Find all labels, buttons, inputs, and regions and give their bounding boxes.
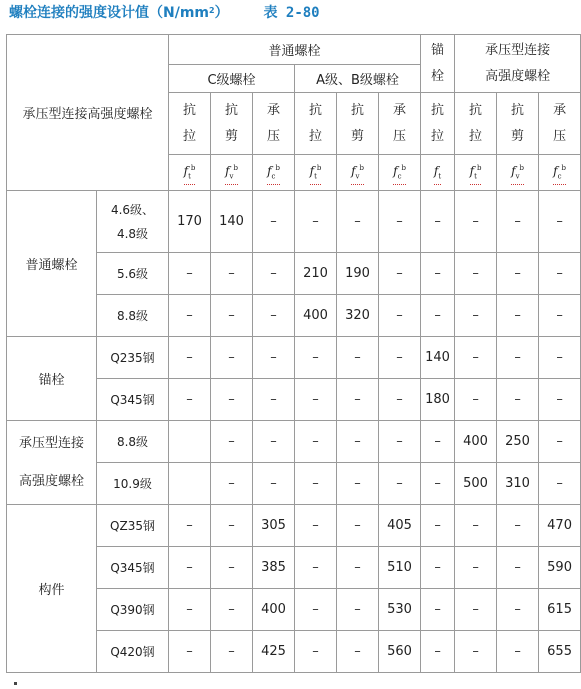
value-cell: – bbox=[455, 337, 497, 379]
strength-symbol bbox=[539, 155, 581, 191]
stress-type-char: 拉 bbox=[309, 128, 323, 144]
symbol-base: f bbox=[183, 163, 189, 178]
stress-type-char: 剪 bbox=[511, 128, 525, 144]
value-cell: – bbox=[253, 463, 295, 505]
stress-type-char: 拉 bbox=[183, 128, 197, 144]
strength-symbol bbox=[253, 155, 295, 191]
stress-type-char: 压 bbox=[553, 128, 567, 144]
strength-symbol bbox=[337, 155, 379, 191]
row-grade-label bbox=[97, 253, 169, 295]
value-cell: 530 bbox=[379, 589, 421, 631]
stress-type-header bbox=[253, 93, 295, 155]
value-cell: – bbox=[497, 379, 539, 421]
strength-symbol bbox=[211, 155, 253, 191]
value-cell: – bbox=[337, 191, 379, 253]
value-cell: – bbox=[211, 547, 253, 589]
value-cell: – bbox=[295, 191, 337, 253]
value-cell: – bbox=[295, 337, 337, 379]
value-cell bbox=[169, 463, 211, 505]
stress-type-header bbox=[539, 93, 581, 155]
row-group-label: 锚栓 bbox=[7, 337, 97, 421]
value-cell: 400 bbox=[455, 421, 497, 463]
value-cell: – bbox=[337, 505, 379, 547]
stress-type-char: 抗 bbox=[511, 102, 525, 118]
symbol-base: f bbox=[351, 163, 356, 178]
symbol-subscript: v bbox=[355, 172, 360, 181]
value-cell: – bbox=[539, 295, 581, 337]
value-cell: 210 bbox=[295, 253, 337, 295]
value-cell: – bbox=[455, 589, 497, 631]
value-cell: – bbox=[455, 505, 497, 547]
value-cell: – bbox=[253, 253, 295, 295]
value-cell: – bbox=[295, 379, 337, 421]
value-cell: – bbox=[253, 191, 295, 253]
symbol-base: f bbox=[433, 163, 439, 178]
strength-symbol bbox=[169, 155, 211, 191]
stress-type-char: 承 bbox=[393, 102, 407, 118]
value-cell: – bbox=[421, 547, 455, 589]
value-cell: – bbox=[421, 463, 455, 505]
stress-type-char: 压 bbox=[267, 128, 281, 144]
symbol-subscript: c bbox=[397, 172, 402, 181]
row-grade-label bbox=[97, 505, 169, 547]
value-cell: – bbox=[211, 631, 253, 673]
value-cell: 190 bbox=[337, 253, 379, 295]
value-cell: – bbox=[169, 505, 211, 547]
stress-type-char: 拉 bbox=[431, 128, 445, 144]
symbol-subscript: c bbox=[271, 172, 276, 181]
value-cell: – bbox=[295, 589, 337, 631]
stress-type-char: 剪 bbox=[351, 128, 365, 144]
value-cell: – bbox=[455, 631, 497, 673]
value-cell: – bbox=[337, 337, 379, 379]
row-group-label: 普通螺栓 bbox=[7, 191, 97, 337]
row-grade-label-line: 8.8级 bbox=[116, 435, 149, 449]
symbol-subscript: t bbox=[188, 172, 191, 181]
value-cell: – bbox=[295, 421, 337, 463]
row-grade-label bbox=[97, 631, 169, 673]
value-cell: – bbox=[421, 589, 455, 631]
value-cell: – bbox=[379, 463, 421, 505]
row-grade-label bbox=[97, 547, 169, 589]
value-cell: – bbox=[421, 253, 455, 295]
header-class-c: C级螺栓 bbox=[169, 65, 295, 93]
header-class-ab: A级、B级螺栓 bbox=[295, 65, 421, 93]
stress-type-char: 承 bbox=[267, 102, 281, 118]
value-cell: – bbox=[211, 295, 253, 337]
row-grade-label-line: Q390钢 bbox=[110, 603, 155, 617]
value-cell: – bbox=[295, 547, 337, 589]
table-row bbox=[7, 191, 581, 253]
row-grade-label-line: 4.8级 bbox=[116, 226, 149, 241]
value-cell: 140 bbox=[421, 337, 455, 379]
value-cell: – bbox=[455, 547, 497, 589]
value-cell: – bbox=[497, 253, 539, 295]
value-cell: – bbox=[421, 505, 455, 547]
value-cell: – bbox=[169, 589, 211, 631]
stress-type-char: 抗 bbox=[351, 102, 365, 118]
row-grade-label-line: 4.6级、 bbox=[110, 202, 155, 217]
value-cell: – bbox=[497, 505, 539, 547]
value-cell: – bbox=[211, 337, 253, 379]
row-grade-label bbox=[97, 463, 169, 505]
value-cell: – bbox=[169, 631, 211, 673]
symbol-base: f bbox=[511, 163, 516, 178]
value-cell: – bbox=[169, 337, 211, 379]
symbol-superscript: b bbox=[561, 163, 566, 172]
symbol-subscript: t bbox=[314, 172, 317, 181]
value-cell: – bbox=[497, 337, 539, 379]
value-cell: 385 bbox=[253, 547, 295, 589]
value-cell: – bbox=[539, 191, 581, 253]
symbol-subscript: t bbox=[438, 172, 442, 181]
value-cell: 170 bbox=[169, 191, 211, 253]
stress-type-header bbox=[337, 93, 379, 155]
symbol-superscript: b bbox=[233, 163, 238, 172]
value-cell: – bbox=[455, 253, 497, 295]
value-cell: – bbox=[211, 379, 253, 421]
stress-type-char: 抗 bbox=[183, 102, 197, 118]
value-cell: 615 bbox=[539, 589, 581, 631]
value-cell: – bbox=[379, 337, 421, 379]
row-group-label bbox=[7, 421, 97, 505]
stress-type-header bbox=[455, 93, 497, 155]
stress-type-char: 承 bbox=[553, 102, 567, 118]
value-cell: – bbox=[379, 253, 421, 295]
stress-type-header bbox=[379, 93, 421, 155]
symbol-base: f bbox=[225, 163, 230, 178]
bolt-strength-table bbox=[6, 34, 581, 673]
symbol-base: f bbox=[469, 163, 475, 178]
value-cell: – bbox=[497, 631, 539, 673]
value-cell: 250 bbox=[497, 421, 539, 463]
value-cell: – bbox=[295, 505, 337, 547]
value-cell: – bbox=[455, 295, 497, 337]
value-cell: – bbox=[337, 589, 379, 631]
footnote-bullet bbox=[14, 682, 17, 685]
stress-type-char: 拉 bbox=[469, 128, 483, 144]
value-cell: 400 bbox=[295, 295, 337, 337]
symbol-base: f bbox=[309, 163, 315, 178]
symbol-superscript: b bbox=[359, 163, 364, 172]
table-row bbox=[7, 505, 581, 547]
value-cell: – bbox=[497, 589, 539, 631]
symbol-subscript: v bbox=[229, 172, 234, 181]
strength-symbol bbox=[455, 155, 497, 191]
stress-type-header bbox=[211, 93, 253, 155]
value-cell: – bbox=[337, 463, 379, 505]
strength-symbol bbox=[379, 155, 421, 191]
value-cell: – bbox=[295, 463, 337, 505]
value-cell: 500 bbox=[455, 463, 497, 505]
value-cell: – bbox=[379, 379, 421, 421]
title-close-paren: ） bbox=[214, 5, 229, 21]
value-cell: – bbox=[253, 295, 295, 337]
row-grade-label-line: 10.9级 bbox=[113, 477, 152, 491]
strength-symbol bbox=[497, 155, 539, 191]
stress-type-char: 压 bbox=[393, 128, 407, 144]
value-cell: – bbox=[169, 547, 211, 589]
value-cell: 320 bbox=[337, 295, 379, 337]
stress-type-header bbox=[169, 93, 211, 155]
value-cell: – bbox=[497, 547, 539, 589]
symbol-base: f bbox=[393, 163, 398, 178]
row-grade-label bbox=[97, 421, 169, 463]
row-group-label-line: 高强度螺栓 bbox=[18, 473, 84, 489]
value-cell: – bbox=[379, 295, 421, 337]
value-cell: – bbox=[421, 295, 455, 337]
value-cell: – bbox=[337, 421, 379, 463]
value-cell: – bbox=[379, 191, 421, 253]
table-title bbox=[9, 3, 320, 23]
title-unit-superscript: 2 bbox=[209, 6, 215, 15]
value-cell: – bbox=[539, 421, 581, 463]
value-cell: 310 bbox=[497, 463, 539, 505]
value-cell: 655 bbox=[539, 631, 581, 673]
table-row bbox=[7, 337, 581, 379]
value-cell: 305 bbox=[253, 505, 295, 547]
value-cell: 425 bbox=[253, 631, 295, 673]
value-cell: 405 bbox=[379, 505, 421, 547]
table-body bbox=[7, 35, 581, 673]
stress-type-header bbox=[295, 93, 337, 155]
symbol-superscript: b bbox=[401, 163, 406, 172]
header-row-groups bbox=[7, 35, 581, 65]
header-anchor-bolts bbox=[421, 35, 455, 93]
value-cell: – bbox=[421, 631, 455, 673]
row-grade-label bbox=[97, 379, 169, 421]
value-cell: 470 bbox=[539, 505, 581, 547]
row-grade-label-line: Q235钢 bbox=[110, 351, 155, 365]
value-cell: – bbox=[337, 547, 379, 589]
value-cell: 400 bbox=[253, 589, 295, 631]
symbol-superscript: b bbox=[275, 163, 280, 172]
row-grade-label-line: 8.8级 bbox=[116, 309, 149, 323]
value-cell: – bbox=[497, 191, 539, 253]
header-anchor-char-2: 栓 bbox=[431, 68, 445, 84]
value-cell: 560 bbox=[379, 631, 421, 673]
header-hs-line-2: 高强度螺栓 bbox=[485, 68, 551, 84]
symbol-superscript: b bbox=[316, 163, 322, 172]
stress-type-char: 抗 bbox=[225, 102, 239, 118]
value-cell: – bbox=[455, 191, 497, 253]
value-cell: – bbox=[295, 631, 337, 673]
row-grade-label-line: Q420钢 bbox=[110, 645, 155, 659]
row-grade-label-line: 5.6级 bbox=[116, 267, 149, 281]
row-grade-label-line: QZ35钢 bbox=[110, 519, 155, 533]
value-cell: 590 bbox=[539, 547, 581, 589]
value-cell: – bbox=[421, 191, 455, 253]
value-cell: – bbox=[169, 295, 211, 337]
value-cell: – bbox=[337, 631, 379, 673]
value-cell bbox=[169, 421, 211, 463]
row-grade-label bbox=[97, 295, 169, 337]
value-cell: – bbox=[455, 379, 497, 421]
stress-type-char: 抗 bbox=[469, 102, 483, 118]
value-cell: – bbox=[211, 463, 253, 505]
row-grade-label bbox=[97, 337, 169, 379]
value-cell: 140 bbox=[211, 191, 253, 253]
symbol-superscript: b bbox=[519, 163, 525, 172]
row-group-label-line: 承压型连接 bbox=[18, 435, 84, 451]
value-cell: 510 bbox=[379, 547, 421, 589]
symbol-subscript: t bbox=[474, 172, 477, 181]
stress-type-char: 剪 bbox=[225, 128, 239, 144]
value-cell: – bbox=[253, 421, 295, 463]
corner-header: 承压型连接高强度螺栓 bbox=[7, 35, 169, 191]
table-number: 表 2-80 bbox=[263, 5, 320, 21]
stress-type-char: 抗 bbox=[309, 102, 323, 118]
value-cell: – bbox=[253, 337, 295, 379]
strength-symbol bbox=[421, 155, 455, 191]
symbol-subscript: v bbox=[515, 172, 520, 181]
value-cell: – bbox=[539, 337, 581, 379]
value-cell: – bbox=[211, 505, 253, 547]
value-cell: – bbox=[211, 253, 253, 295]
stress-type-header bbox=[497, 93, 539, 155]
value-cell: – bbox=[539, 379, 581, 421]
value-cell: – bbox=[337, 379, 379, 421]
symbol-superscript: b bbox=[190, 163, 196, 172]
value-cell: – bbox=[169, 379, 211, 421]
symbol-base: f bbox=[267, 163, 272, 178]
row-grade-label bbox=[97, 589, 169, 631]
strength-symbol bbox=[295, 155, 337, 191]
value-cell: 180 bbox=[421, 379, 455, 421]
row-grade-label-line: Q345钢 bbox=[110, 393, 155, 407]
header-hs-line-1: 承压型连接 bbox=[485, 42, 551, 58]
value-cell: – bbox=[211, 589, 253, 631]
row-grade-label bbox=[97, 191, 169, 253]
table-row bbox=[7, 421, 581, 463]
header-anchor-char-1: 锚 bbox=[431, 42, 445, 58]
value-cell: – bbox=[539, 463, 581, 505]
value-cell: – bbox=[539, 253, 581, 295]
stress-type-char: 抗 bbox=[431, 102, 445, 118]
value-cell: – bbox=[379, 421, 421, 463]
stress-type-header bbox=[421, 93, 455, 155]
header-high-strength-bolts bbox=[455, 35, 581, 93]
row-grade-label-line: Q345钢 bbox=[110, 561, 155, 575]
value-cell: – bbox=[253, 379, 295, 421]
value-cell: – bbox=[497, 295, 539, 337]
header-ordinary-bolts: 普通螺栓 bbox=[169, 35, 421, 65]
symbol-subscript: c bbox=[557, 172, 562, 181]
value-cell: – bbox=[421, 421, 455, 463]
symbol-base: f bbox=[553, 163, 558, 178]
row-group-label: 构件 bbox=[7, 505, 97, 673]
value-cell: – bbox=[169, 253, 211, 295]
title-text: 螺栓连接的强度设计值（N/mm bbox=[9, 5, 210, 21]
value-cell: – bbox=[211, 421, 253, 463]
symbol-superscript: b bbox=[476, 163, 482, 172]
